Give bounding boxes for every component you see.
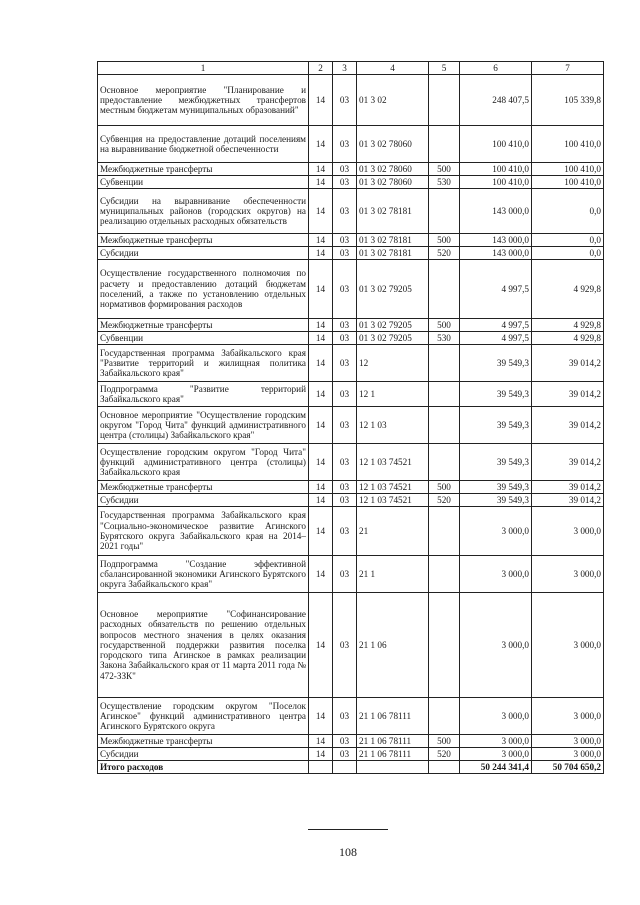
row-csr: 01 3 02 78181 — [357, 189, 429, 234]
table-row — [98, 593, 604, 698]
table-row — [98, 319, 604, 332]
row-rz: 14 — [309, 735, 333, 748]
row-rz: 14 — [309, 556, 333, 593]
row-rz: 14 — [309, 247, 333, 260]
table-body — [98, 75, 604, 761]
header-col-5: 5 — [429, 62, 460, 75]
row-sum-1: 4 997,5 — [460, 332, 532, 345]
table-row — [98, 176, 604, 189]
row-vr — [429, 260, 460, 319]
row-csr: 01 3 02 78181 — [357, 234, 429, 247]
row-csr: 01 3 02 78060 — [357, 176, 429, 189]
header-row — [98, 62, 604, 75]
row-vr — [429, 345, 460, 382]
row-vr: 520 — [429, 494, 460, 507]
row-rz: 14 — [309, 319, 333, 332]
row-name: Осуществление государственного полномочия по расчету и предоставлению дотаций бюджетам поселений, а также по установлению отдельных нормативов формирования расходов — [98, 260, 309, 319]
row-pr: 03 — [333, 556, 357, 593]
row-pr: 03 — [333, 75, 357, 126]
row-pr: 03 — [333, 494, 357, 507]
row-name: Субвенции — [98, 332, 309, 345]
row-pr: 03 — [333, 382, 357, 407]
row-pr: 03 — [333, 176, 357, 189]
header-col-4: 4 — [357, 62, 429, 75]
row-rz: 14 — [309, 345, 333, 382]
row-csr: 01 3 02 79205 — [357, 260, 429, 319]
row-sum-1: 3 000,0 — [460, 735, 532, 748]
row-csr: 12 1 03 74521 — [357, 444, 429, 481]
table-row — [98, 507, 604, 556]
table-row — [98, 407, 604, 444]
table-row — [98, 332, 604, 345]
row-pr: 03 — [333, 332, 357, 345]
row-vr — [429, 189, 460, 234]
row-csr: 21 1 — [357, 556, 429, 593]
row-pr: 03 — [333, 234, 357, 247]
row-vr: 500 — [429, 163, 460, 176]
row-rz: 14 — [309, 176, 333, 189]
row-csr: 01 3 02 — [357, 75, 429, 126]
header-col-3: 3 — [333, 62, 357, 75]
row-pr: 03 — [333, 444, 357, 481]
header-col-1: 1 — [98, 62, 309, 75]
row-vr: 520 — [429, 247, 460, 260]
row-rz: 14 — [309, 332, 333, 345]
row-sum-2: 100 410,0 — [532, 176, 604, 189]
row-vr — [429, 593, 460, 698]
row-vr: 500 — [429, 481, 460, 494]
row-vr — [429, 75, 460, 126]
row-sum-1: 39 549,3 — [460, 407, 532, 444]
row-sum-1: 39 549,3 — [460, 382, 532, 407]
row-sum-2: 0,0 — [532, 189, 604, 234]
row-sum-2: 3 000,0 — [532, 593, 604, 698]
row-name: Межбюджетные трансферты — [98, 735, 309, 748]
row-sum-1: 100 410,0 — [460, 176, 532, 189]
row-csr: 01 3 02 79205 — [357, 319, 429, 332]
row-csr: 21 1 06 78111 — [357, 698, 429, 735]
row-vr: 530 — [429, 176, 460, 189]
row-csr: 21 1 06 78111 — [357, 748, 429, 761]
row-rz: 14 — [309, 593, 333, 698]
row-rz: 14 — [309, 748, 333, 761]
page-number: 108 — [339, 845, 357, 859]
table-row — [98, 444, 604, 481]
row-rz: 14 — [309, 507, 333, 556]
table-row — [98, 748, 604, 761]
table-row — [98, 382, 604, 407]
row-sum-2: 39 014,2 — [532, 382, 604, 407]
row-rz: 14 — [309, 189, 333, 234]
table-row — [98, 481, 604, 494]
row-vr — [429, 444, 460, 481]
total-row — [98, 761, 604, 774]
row-rz: 14 — [309, 163, 333, 176]
row-name: Осуществление городским округом "Город Чита" функций административного центра (столицы) Забайкальского края — [98, 444, 309, 481]
row-name: Осуществление городским округом "Поселок Агинское" функций административного центра Агинского Бурятского округа — [98, 698, 309, 735]
row-rz: 14 — [309, 382, 333, 407]
row-pr: 03 — [333, 507, 357, 556]
header-col-6: 6 — [460, 62, 532, 75]
total-empty-col-5 — [429, 761, 460, 774]
header-col-2: 2 — [309, 62, 333, 75]
row-csr: 21 1 06 — [357, 593, 429, 698]
row-sum-1: 248 407,5 — [460, 75, 532, 126]
row-vr — [429, 382, 460, 407]
table-row — [98, 494, 604, 507]
row-csr: 01 3 02 78060 — [357, 126, 429, 163]
row-pr: 03 — [333, 247, 357, 260]
row-pr: 03 — [333, 593, 357, 698]
row-rz: 14 — [309, 407, 333, 444]
row-vr — [429, 556, 460, 593]
row-sum-2: 0,0 — [532, 247, 604, 260]
row-vr — [429, 407, 460, 444]
row-sum-1: 4 997,5 — [460, 260, 532, 319]
table-row — [98, 345, 604, 382]
total-empty-col-3 — [333, 761, 357, 774]
row-csr: 12 1 03 74521 — [357, 481, 429, 494]
total-empty-col-2 — [309, 761, 333, 774]
row-pr: 03 — [333, 698, 357, 735]
row-sum-2: 39 014,2 — [532, 407, 604, 444]
row-sum-2: 4 929,8 — [532, 319, 604, 332]
row-pr: 03 — [333, 260, 357, 319]
row-csr: 01 3 02 78060 — [357, 163, 429, 176]
row-csr: 12 — [357, 345, 429, 382]
row-name: Основное мероприятие "Софинансирование расходных обязательств по решению отдельных вопросов местного значения в целях оказания государственной поддержки развития поселка городского типа Агинское в рамках реализации Закона Забайкальского края от 11 марта 2011 года № 472-ЗЗК" — [98, 593, 309, 698]
row-sum-2: 4 929,8 — [532, 332, 604, 345]
row-vr: 500 — [429, 735, 460, 748]
row-name: Подпрограмма "Развитие территорий Забайкальского края" — [98, 382, 309, 407]
table-row — [98, 735, 604, 748]
row-pr: 03 — [333, 481, 357, 494]
budget-table — [97, 61, 604, 774]
row-pr: 03 — [333, 407, 357, 444]
row-sum-2: 3 000,0 — [532, 698, 604, 735]
row-sum-1: 4 997,5 — [460, 319, 532, 332]
row-sum-1: 143 000,0 — [460, 247, 532, 260]
row-sum-1: 39 549,3 — [460, 494, 532, 507]
row-csr: 01 3 02 78181 — [357, 247, 429, 260]
row-sum-2: 100 410,0 — [532, 126, 604, 163]
row-name: Межбюджетные трансферты — [98, 481, 309, 494]
row-pr: 03 — [333, 319, 357, 332]
row-sum-2: 105 339,8 — [532, 75, 604, 126]
row-name: Субвенция на предоставление дотаций поселениям на выравнивание бюджетной обеспеченности — [98, 126, 309, 163]
row-pr: 03 — [333, 748, 357, 761]
row-sum-1: 100 410,0 — [460, 126, 532, 163]
table-row — [98, 556, 604, 593]
row-name: Межбюджетные трансферты — [98, 234, 309, 247]
table-row — [98, 234, 604, 247]
row-vr: 500 — [429, 319, 460, 332]
header-col-7: 7 — [532, 62, 604, 75]
row-sum-2: 39 014,2 — [532, 444, 604, 481]
row-sum-1: 3 000,0 — [460, 593, 532, 698]
row-name: Основное мероприятие "Планирование и предоставление межбюджетных трансфертов местным бюджетам муниципальных образований" — [98, 75, 309, 126]
row-name: Субсидии — [98, 247, 309, 260]
row-name: Межбюджетные трансферты — [98, 319, 309, 332]
row-sum-1: 3 000,0 — [460, 698, 532, 735]
total-sum-1: 50 244 341,4 — [460, 761, 532, 774]
row-sum-1: 39 549,3 — [460, 481, 532, 494]
row-vr — [429, 507, 460, 556]
row-vr: 530 — [429, 332, 460, 345]
row-vr — [429, 126, 460, 163]
row-sum-2: 4 929,8 — [532, 260, 604, 319]
row-vr: 500 — [429, 234, 460, 247]
row-sum-2: 3 000,0 — [532, 735, 604, 748]
row-rz: 14 — [309, 698, 333, 735]
table-row — [98, 260, 604, 319]
row-sum-1: 39 549,3 — [460, 345, 532, 382]
row-sum-2: 39 014,2 — [532, 345, 604, 382]
row-rz: 14 — [309, 481, 333, 494]
row-sum-2: 3 000,0 — [532, 748, 604, 761]
row-sum-1: 100 410,0 — [460, 163, 532, 176]
row-sum-2: 39 014,2 — [532, 481, 604, 494]
row-vr: 520 — [429, 748, 460, 761]
row-name: Государственная программа Забайкальского края "Социально-экономическое развитие Агинского Бурятского округа Забайкальского края на 2014–2021 годы" — [98, 507, 309, 556]
row-pr: 03 — [333, 163, 357, 176]
total-sum-2: 50 704 650,2 — [532, 761, 604, 774]
row-csr: 21 1 06 78111 — [357, 735, 429, 748]
row-sum-2: 3 000,0 — [532, 556, 604, 593]
row-rz: 14 — [309, 75, 333, 126]
row-name: Межбюджетные трансферты — [98, 163, 309, 176]
row-pr: 03 — [333, 189, 357, 234]
row-sum-1: 143 000,0 — [460, 189, 532, 234]
table-row — [98, 698, 604, 735]
row-csr: 12 1 — [357, 382, 429, 407]
row-sum-1: 3 000,0 — [460, 556, 532, 593]
row-csr: 01 3 02 79205 — [357, 332, 429, 345]
row-sum-1: 39 549,3 — [460, 444, 532, 481]
total-empty-col-4 — [357, 761, 429, 774]
row-name: Субсидии — [98, 494, 309, 507]
row-name: Основное мероприятие "Осуществление городским округом "Город Чита" функций административного центра (столицы) Забайкальского края" — [98, 407, 309, 444]
page-number-divider — [308, 829, 388, 830]
row-sum-1: 3 000,0 — [460, 507, 532, 556]
row-name: Субсидии на выравнивание обеспеченности муниципальных районов (городских округов) на реализацию отдельных расходных обязательств — [98, 189, 309, 234]
row-rz: 14 — [309, 126, 333, 163]
table-row — [98, 163, 604, 176]
row-sum-2: 3 000,0 — [532, 507, 604, 556]
table-row — [98, 75, 604, 126]
row-csr: 21 — [357, 507, 429, 556]
row-pr: 03 — [333, 126, 357, 163]
row-rz: 14 — [309, 494, 333, 507]
row-sum-2: 100 410,0 — [532, 163, 604, 176]
row-vr — [429, 698, 460, 735]
row-rz: 14 — [309, 260, 333, 319]
table-row — [98, 126, 604, 163]
row-name: Субсидии — [98, 748, 309, 761]
row-name: Субвенции — [98, 176, 309, 189]
row-sum-2: 0,0 — [532, 234, 604, 247]
row-rz: 14 — [309, 444, 333, 481]
row-csr: 12 1 03 — [357, 407, 429, 444]
table-row — [98, 189, 604, 234]
row-pr: 03 — [333, 345, 357, 382]
row-pr: 03 — [333, 735, 357, 748]
row-name: Подпрограмма "Создание эффективной сбалансированной экономики Агинского Бурятского округа Забайкальского края" — [98, 556, 309, 593]
row-sum-1: 3 000,0 — [460, 748, 532, 761]
row-csr: 12 1 03 74521 — [357, 494, 429, 507]
table-row — [98, 247, 604, 260]
row-rz: 14 — [309, 234, 333, 247]
row-sum-1: 143 000,0 — [460, 234, 532, 247]
row-name: Государственная программа Забайкальского края "Развитие территорий и жилищная политика Забайкальского края" — [98, 345, 309, 382]
total-label: Итого расходов — [98, 761, 309, 774]
row-sum-2: 39 014,2 — [532, 494, 604, 507]
